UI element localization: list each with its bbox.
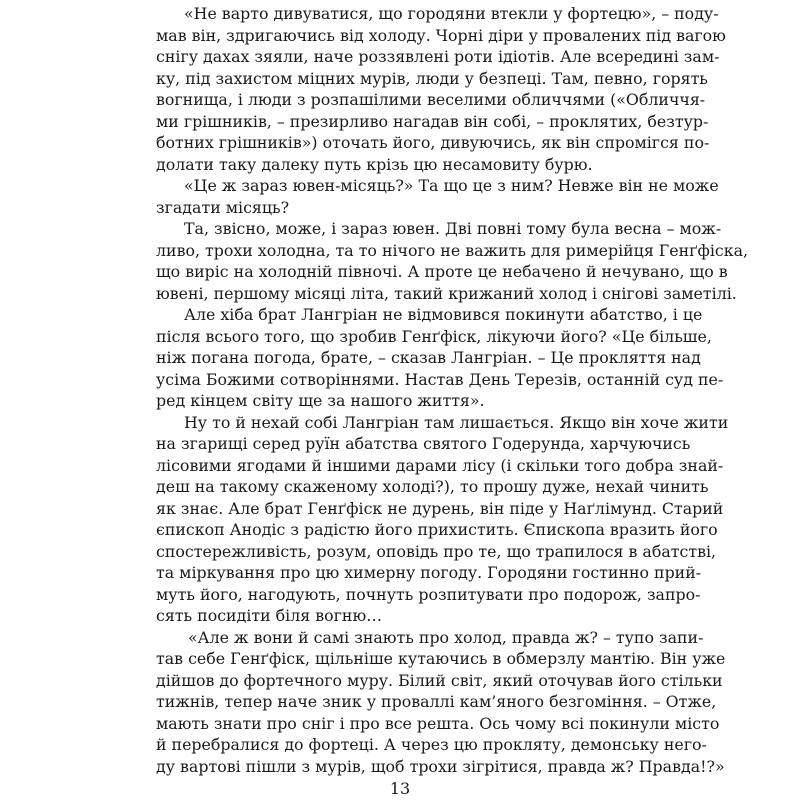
text-line: й перебралися до фортеці. А через цю прокляту, демонську него- xyxy=(156,735,707,754)
text-line: снігу дахах зяяли, наче роззявлені роти ідіотів. Але всередині зам- xyxy=(156,47,720,66)
text-line: мав він, здригаючись від холоду. Чорні діри у провалених під вагою xyxy=(156,25,726,45)
text-line: після всього того, що зробив Генґфіск, лікуючи його? «Це більше, xyxy=(156,326,712,346)
body-text xyxy=(156,3,749,777)
text-line: муть його, нагодують, почнуть розпитувати про подорож, запро- xyxy=(156,584,701,604)
text-line: ботних грішників») оточать його, дивуючись, як він спромігся по- xyxy=(156,133,710,152)
text-line: лісовими ягодами й іншими дарами лісу (і скільки того добра знай- xyxy=(156,455,724,475)
text-line: спостережливість, розум, оповідь про те, що трапилося в абатстві, xyxy=(156,541,717,561)
text-line: тав себе Генґфіск, щільніше кутаючись в обмерзлу мантію. Він уже xyxy=(156,649,726,668)
text-line: тижнів, тепер наче зник у проваллі кам’яного безгоміння. – Отже, xyxy=(156,692,717,711)
text-line: згадати місяць? xyxy=(156,197,290,217)
text-line: ливо, трохи холодна, та то нічого не важить для римерійця Генґфіска, xyxy=(156,240,749,260)
text-line: ювені, першому місяці літа, такий крижаний холод і снігові заметілі. xyxy=(156,283,737,303)
text-line: Ну то й нехай собі Лангріан там лишається. Якщо він хоче жити xyxy=(184,412,729,432)
text-line: ніж погана погода, брате, – сказав Лангріан. – Це прокляття над xyxy=(156,348,701,367)
text-line: усіма Божими сотворіннями. Настав День Терезів, останній суд пе- xyxy=(156,369,724,389)
text-line: Та, звісно, може, і зараз ювен. Дві повні тому була весна – мож- xyxy=(184,219,722,238)
text-line: «Це ж зараз ювен-місяць?» Та що це з ним? Невже він не може xyxy=(184,176,719,195)
page-number: 13 xyxy=(389,779,411,798)
text-line: що виріс на холодній півночі. А проте це небачено й нечувано, що в xyxy=(156,262,728,281)
text-line: ду вартові пішли з мурів, щоб трохи зігрітися, правда ж? Правда!?» xyxy=(156,756,725,776)
text-line: долати таку далеку путь крізь цю несамовиту бурю. xyxy=(156,154,593,174)
text-line: «Не варто дивуватися, що городяни втекли у фортецю», – поду- xyxy=(184,4,719,23)
text-line: мають знати про сніг і про все решта. Ось чому всі покинули місто xyxy=(156,713,720,733)
text-line: ми грішників, – презирливо нагадав він собі, – проклятих, безтур- xyxy=(156,111,709,131)
text-line: дійшов до фортечного муру. Білий світ, який оточував його стільки xyxy=(156,670,723,690)
text-line: «Але ж вони й самі знають про холод, правда ж? – тупо запи- xyxy=(188,627,704,647)
text-line: вогнища, і люди з розпашілими веселими обличчями («Обличчя- xyxy=(156,90,706,109)
text-line: та міркування про цю химерну погоду. Городяни гостинно прий- xyxy=(156,563,702,582)
text-line: на згарищі серед руїн абатства святого Годерунда, харчуючись xyxy=(156,434,691,453)
text-line: сять посидіти біля вогню… xyxy=(156,606,383,625)
text-line: єпископ Анодіс з радістю його прихистить. Єпископа вразить його xyxy=(156,520,718,539)
text-line: Але хіба брат Лангріан не відмовився покинути абатство, і це xyxy=(184,305,703,324)
text-line: деш на такому скаженому холоді?), то прошу дуже, нехай чинить xyxy=(156,477,709,496)
text-line: ред кінцем світу ще за нашого життя». xyxy=(156,391,485,410)
text-line: ку, під захистом міцних мурів, люди у безпеці. Там, певно, горять xyxy=(156,68,708,88)
text-line: як знає. Але брат Генґфіск не дурень, він піде у Наґлімунд. Старий xyxy=(156,498,724,518)
